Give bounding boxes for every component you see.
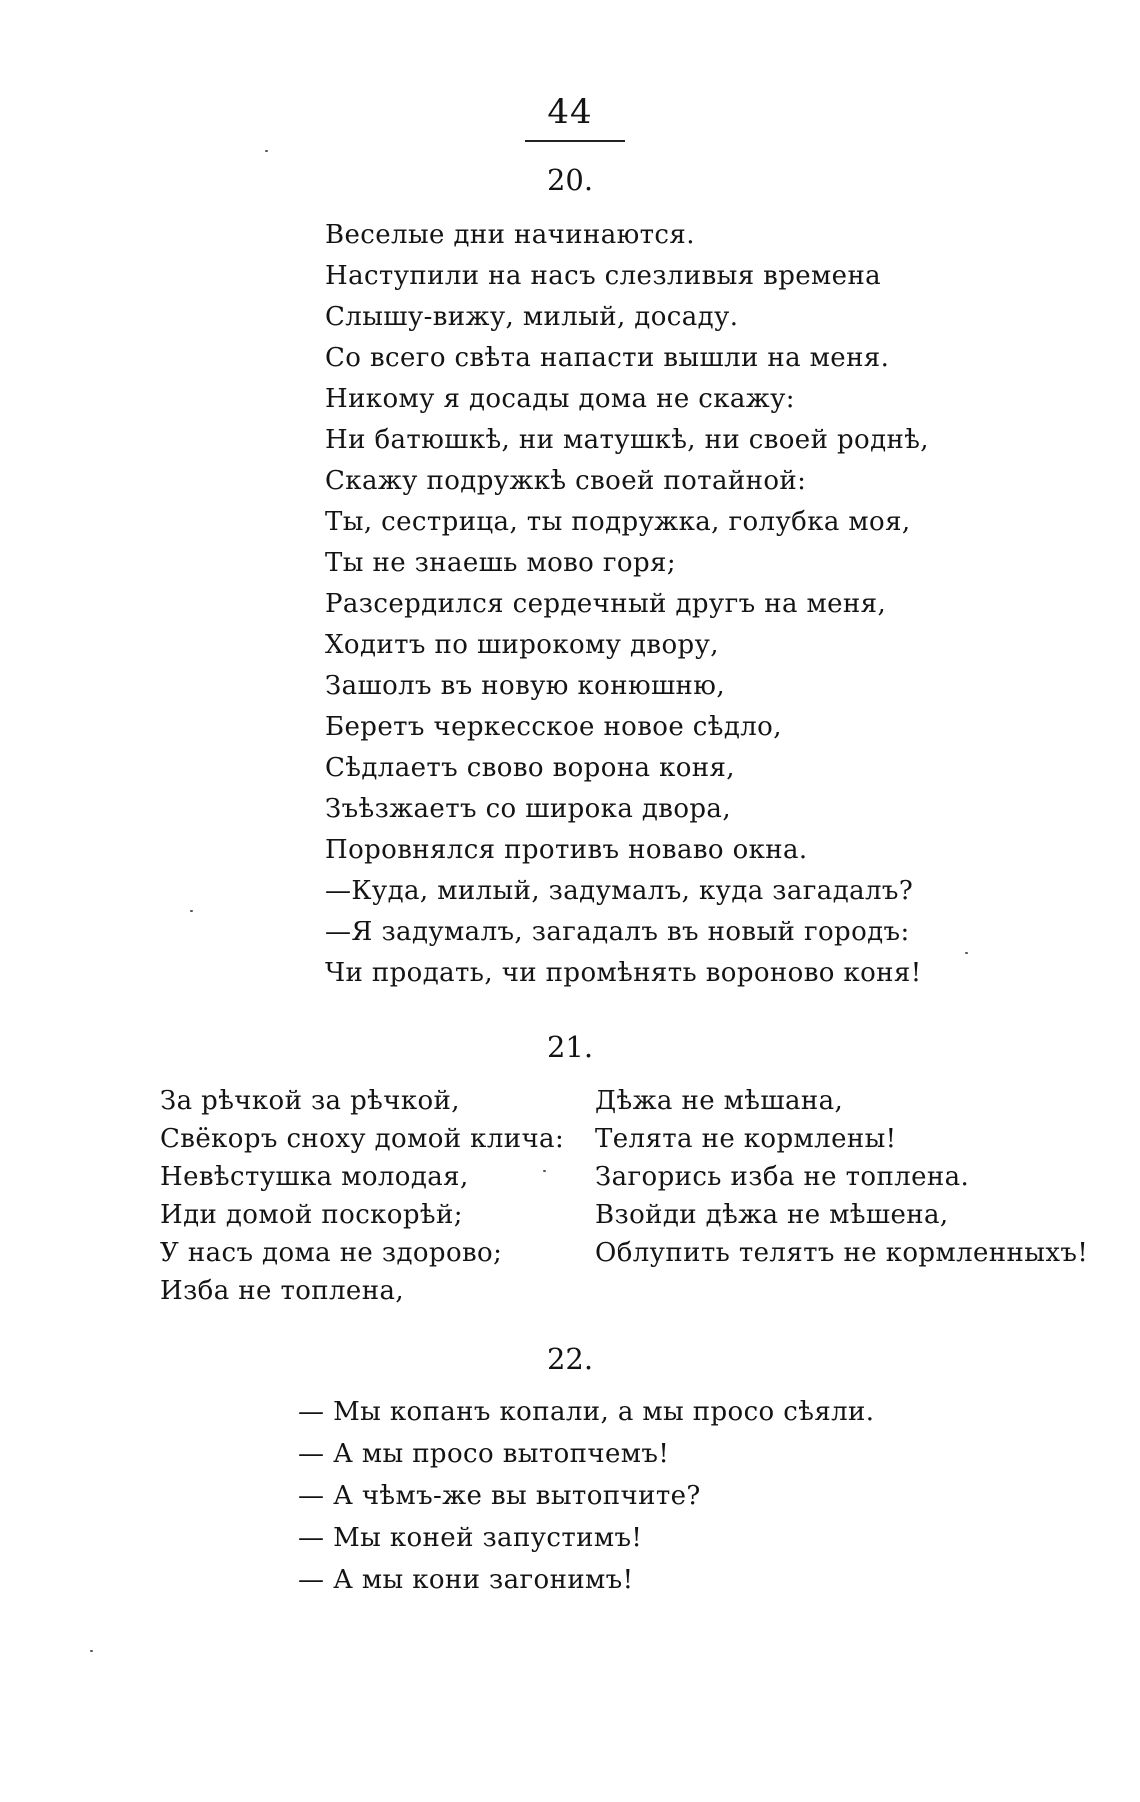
- verse-line: За рѣчкой за рѣчкой,: [160, 1086, 460, 1116]
- print-speck: [965, 952, 968, 954]
- print-speck: [90, 1650, 93, 1652]
- verse-line: Зъѣзжаетъ со широка двора,: [325, 794, 731, 824]
- verse-line: Со всего свѣта напасти вышли на меня.: [325, 343, 890, 373]
- verse-line: Ни батюшкѣ, ни матушкѣ, ни своей роднѣ,: [325, 425, 929, 455]
- verse-line: Невѣстушка молодая,: [160, 1162, 469, 1192]
- page-number-rule: [525, 140, 625, 142]
- print-speck: [190, 910, 193, 912]
- verse-line: Облупить телятъ не кормленныхъ!: [595, 1238, 1089, 1268]
- verse-line: Скажу подружкѣ своей потайной:: [325, 466, 807, 496]
- page-number: 44: [547, 92, 593, 132]
- song-20-verse: [325, 215, 929, 994]
- verse-line: Дѣжа не мѣшана,: [595, 1086, 844, 1116]
- song-21-number: 21.: [546, 1030, 594, 1064]
- verse-line: — А чѣмъ-же вы вытопчите?: [298, 1481, 701, 1511]
- verse-line: — А мы просо вытопчемъ!: [298, 1439, 670, 1469]
- verse-line: —Я задумалъ, загадалъ въ новый городъ:: [325, 917, 910, 947]
- verse-line: У насъ дома не здорово;: [160, 1238, 503, 1268]
- verse-line: Зашолъ въ новую конюшню,: [325, 671, 725, 701]
- verse-line: Ты не знаешь мово горя;: [325, 548, 676, 578]
- verse-line: —Куда, милый, задумалъ, куда загадалъ?: [325, 876, 914, 906]
- verse-line: Телята не кормлены!: [595, 1124, 897, 1154]
- verse-line: Поровнялся противъ новаво окна.: [325, 835, 808, 865]
- verse-line: Никому я досады дома не скажу:: [325, 384, 795, 414]
- verse-line: Загорись изба не топлена.: [595, 1162, 970, 1192]
- song-21-left-column: [160, 1082, 564, 1310]
- verse-line: Сѣдлаетъ свово ворона коня,: [325, 753, 735, 783]
- verse-line: — А мы кони загонимъ!: [298, 1565, 634, 1595]
- song-22-number: 22.: [546, 1342, 594, 1376]
- verse-line: Изба не топлена,: [160, 1276, 405, 1306]
- song-20-number: 20.: [546, 163, 594, 197]
- song-21-right-column: [595, 1082, 1088, 1272]
- song-22-verse: [298, 1391, 874, 1601]
- verse-line: Веселые дни начинаются.: [325, 220, 695, 250]
- verse-line: Свёкоръ сноху домой клича:: [160, 1124, 565, 1154]
- print-speck: [265, 150, 268, 152]
- verse-line: Ходитъ по широкому двору,: [325, 630, 719, 660]
- verse-line: Наступили на насъ слезливыя времена: [325, 261, 882, 291]
- verse-line: Ты, сестрица, ты подружка, голубка моя,: [325, 507, 911, 537]
- verse-line: Взойди дѣжа не мѣшена,: [595, 1200, 949, 1230]
- print-speck: [543, 1170, 546, 1172]
- verse-line: Разсердился сердечный другъ на меня,: [325, 589, 887, 619]
- verse-line: Беретъ черкесское новое сѣдло,: [325, 712, 782, 742]
- verse-line: Иди домой поскорѣй;: [160, 1200, 463, 1230]
- verse-line: — Мы копанъ копали, а мы просо сѣяли.: [298, 1397, 875, 1427]
- verse-line: — Мы коней запустимъ!: [298, 1523, 643, 1553]
- verse-line: Чи продать, чи промѣнять вороново коня!: [325, 958, 922, 988]
- verse-line: Слышу-вижу, милый, досаду.: [325, 302, 739, 332]
